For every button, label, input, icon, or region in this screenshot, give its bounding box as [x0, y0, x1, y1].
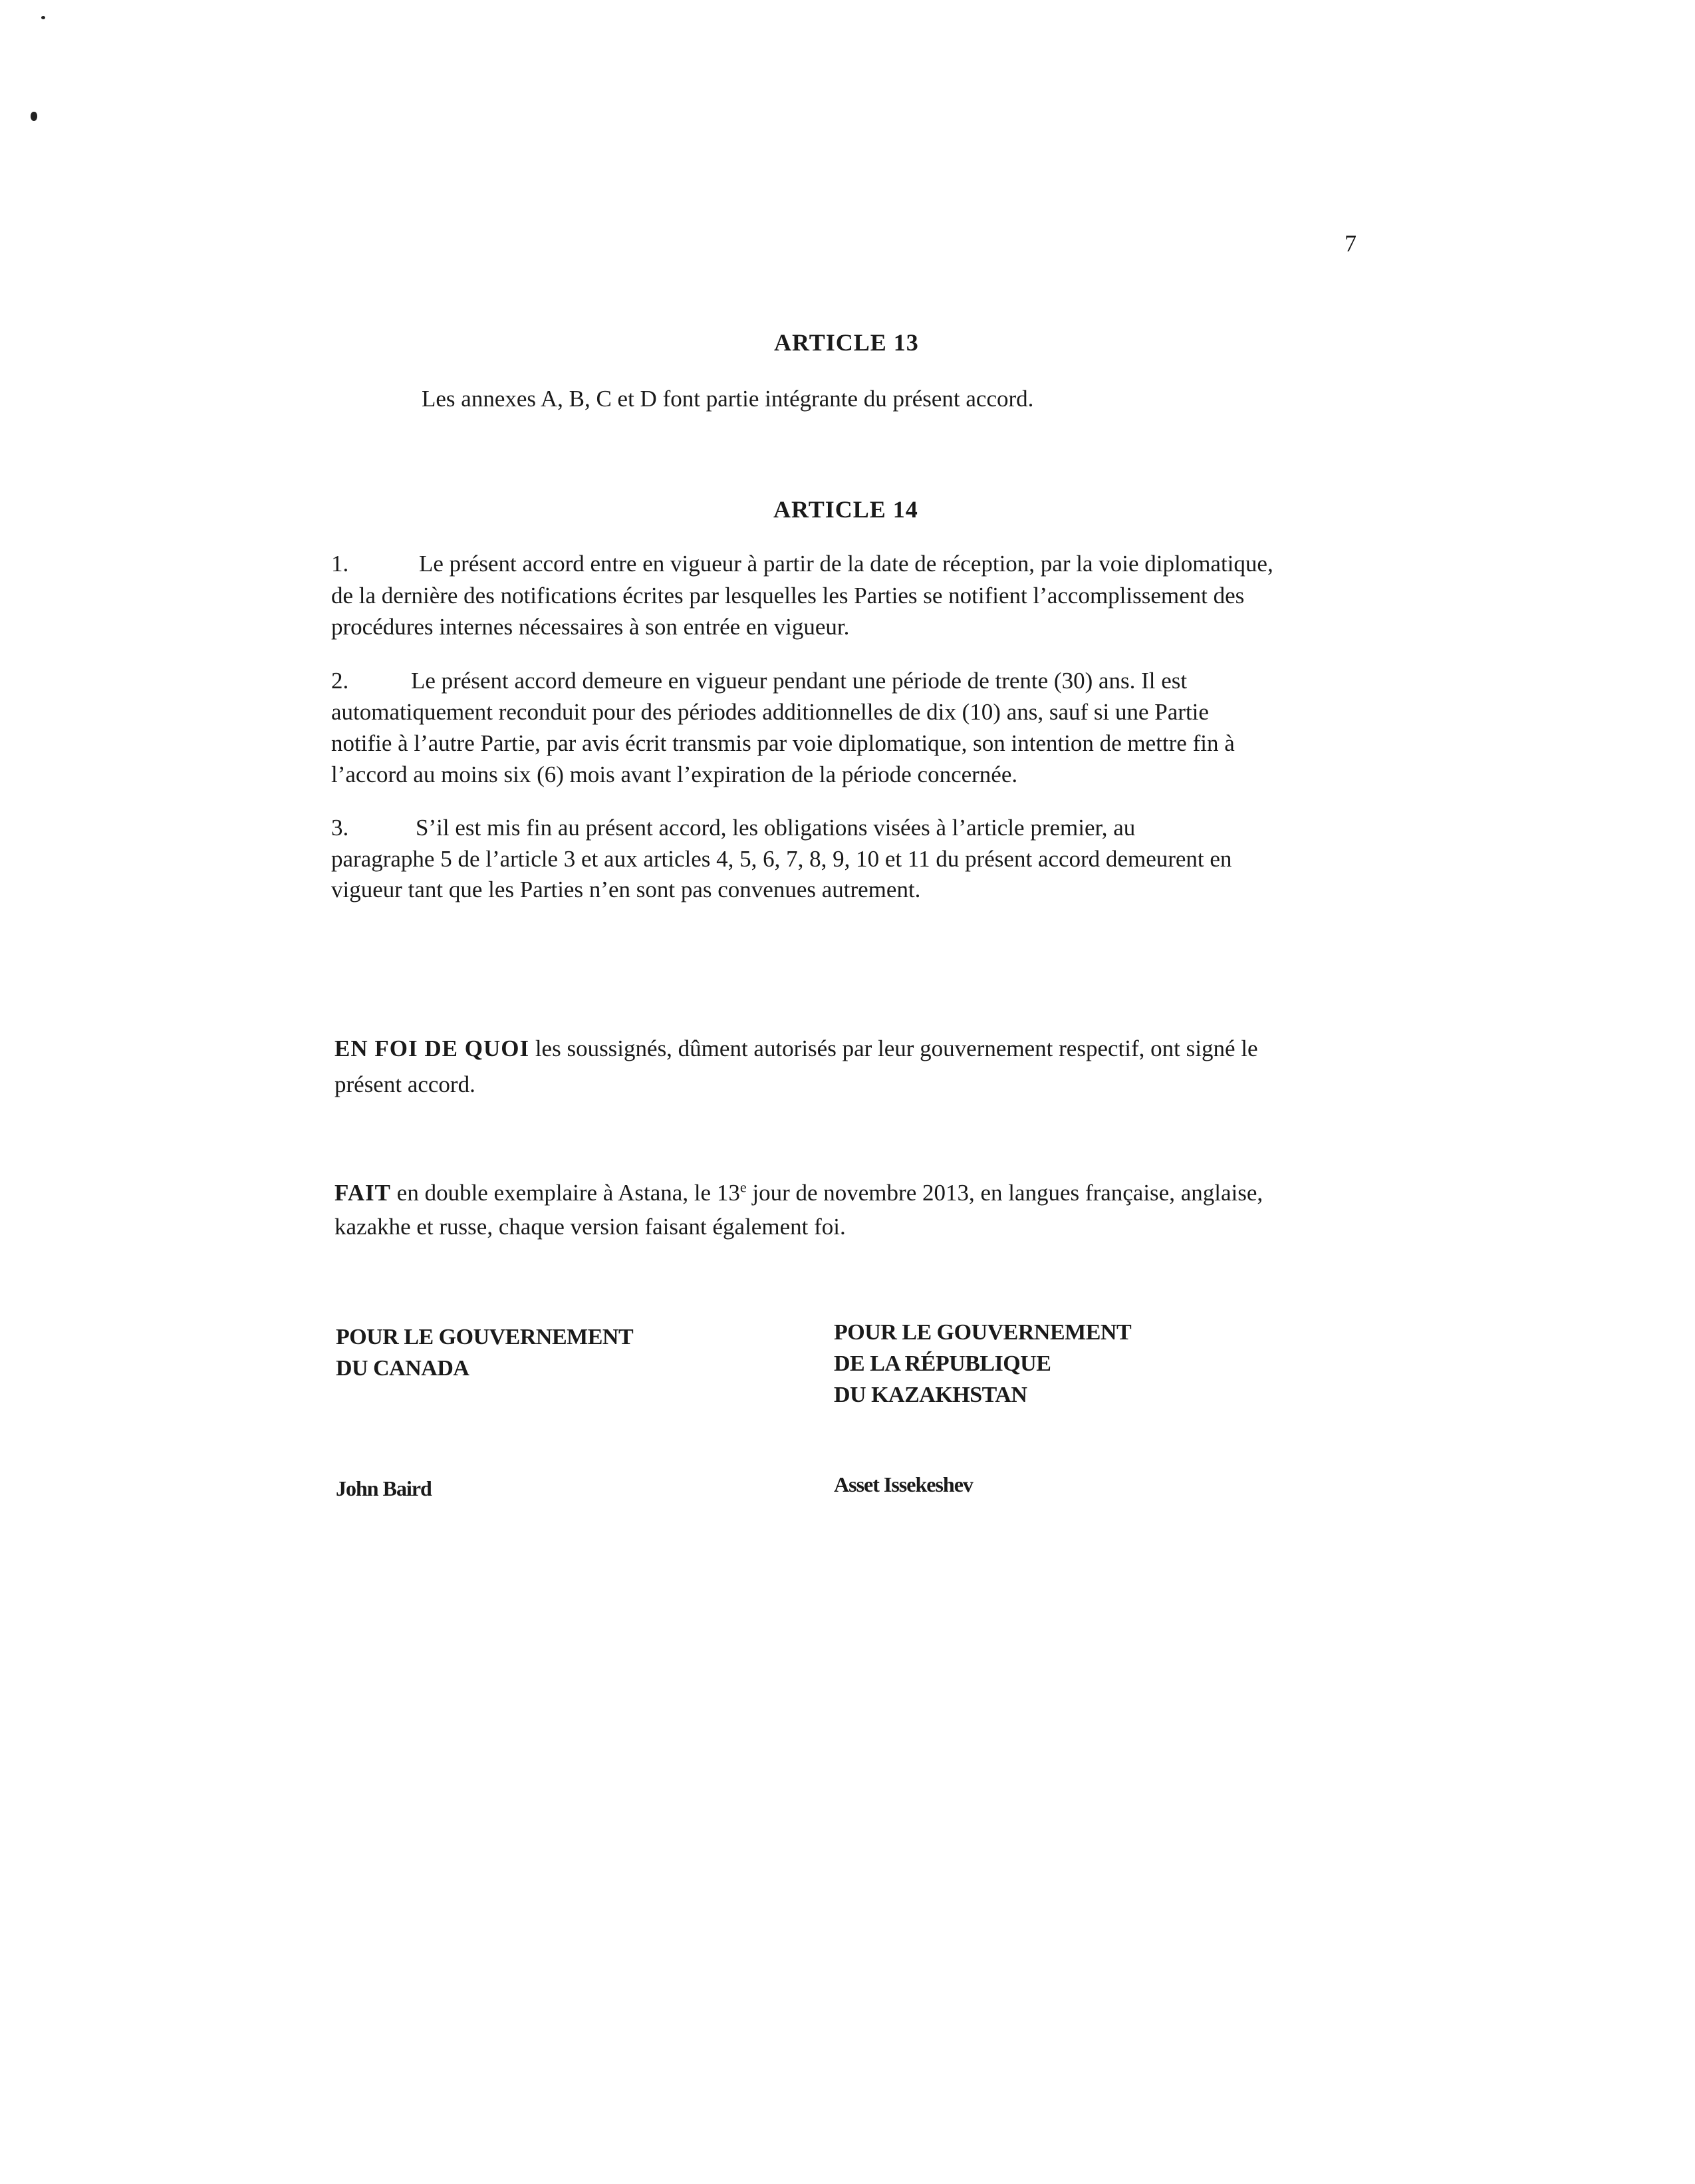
signature-block-canada — [336, 1321, 633, 1384]
paragraph-line: paragraphe 5 de l’article 3 et aux articles 4, 5, 6, 7, 8, 9, 10 et 11 du présent accord demeurent en — [331, 846, 1232, 872]
paragraph-number: 1. — [331, 551, 349, 577]
signature-block-kazakhstan — [834, 1317, 1131, 1411]
witness-lead: EN FOI DE QUOI — [334, 1035, 530, 1061]
signature-heading-line: DU CANADA — [336, 1356, 469, 1381]
paragraph-line: notifie à l’autre Partie, par avis écrit transmis par voie diplomatique, son intention de mettre fin à — [331, 730, 1235, 756]
page-number: 7 — [1345, 230, 1357, 257]
witness-text: les soussignés, dûment autorisés par leur gouvernement respectif, ont signé le — [529, 1035, 1258, 1061]
paragraph-line: de la dernière des notifications écrites par lesquelles les Parties se notifient l’accomplissement des — [331, 583, 1245, 609]
paragraph-number: 2. — [331, 668, 349, 694]
paragraph-line: l’accord au moins six (6) mois avant l’expiration de la période concernée. — [331, 761, 1018, 787]
paragraph-line: S’il est mis fin au présent accord, les obligations visées à l’article premier, au — [416, 815, 1136, 841]
paragraph-line: Le présent accord demeure en vigueur pendant une période de trente (30) ans. Il est — [411, 668, 1188, 694]
article-14-heading: ARTICLE 14 — [773, 496, 918, 523]
scan-speck — [41, 16, 45, 19]
paragraph-line: vigueur tant que les Parties n’en sont pas convenues autrement. — [331, 877, 921, 902]
paragraph-number: 3. — [331, 815, 349, 841]
done-lead: FAIT — [334, 1180, 392, 1206]
paragraph-line: procédures internes nécessaires à son entrée en vigueur. — [331, 614, 850, 640]
done-text: en double exemplaire à Astana, le 13 — [391, 1180, 740, 1206]
paragraph-line: automatiquement reconduit pour des périodes additionnelles de dix (10) ans, sauf si une Partie — [331, 699, 1209, 725]
signatory-name-canada: John Baird — [336, 1476, 432, 1500]
signature-heading-line: DU KAZAKHSTAN — [834, 1383, 1027, 1407]
signature-heading-line: POUR LE GOUVERNEMENT — [336, 1325, 634, 1349]
signatory-name-kazakhstan: Asset Issekeshev — [834, 1472, 973, 1496]
done-text: jour de novembre 2013, en langues française, anglaise, — [746, 1180, 1263, 1206]
scan-speck — [31, 112, 37, 121]
signature-heading-line: POUR LE GOUVERNEMENT — [834, 1320, 1132, 1345]
paragraph-line: Le présent accord entre en vigueur à partir de la date de réception, par la voie diplomatique, — [419, 551, 1273, 577]
article-13-heading: ARTICLE 13 — [774, 329, 919, 356]
article-13-text: Les annexes A, B, C et D font partie intégrante du présent accord. — [422, 386, 1034, 412]
article-14-paragraph-1 — [331, 549, 1273, 579]
article-14-paragraph-3 — [331, 813, 1135, 843]
ordinal-superscript: e — [739, 1178, 747, 1196]
signature-heading-line: DE LA RÉPUBLIQUE — [834, 1351, 1051, 1376]
done-text: kazakhe et russe, chaque version faisant également foi. — [334, 1214, 846, 1240]
done-clause — [334, 1178, 1263, 1208]
witness-clause — [334, 1034, 1258, 1063]
article-14-paragraph-2 — [331, 666, 1187, 696]
witness-text: présent accord. — [334, 1071, 475, 1097]
